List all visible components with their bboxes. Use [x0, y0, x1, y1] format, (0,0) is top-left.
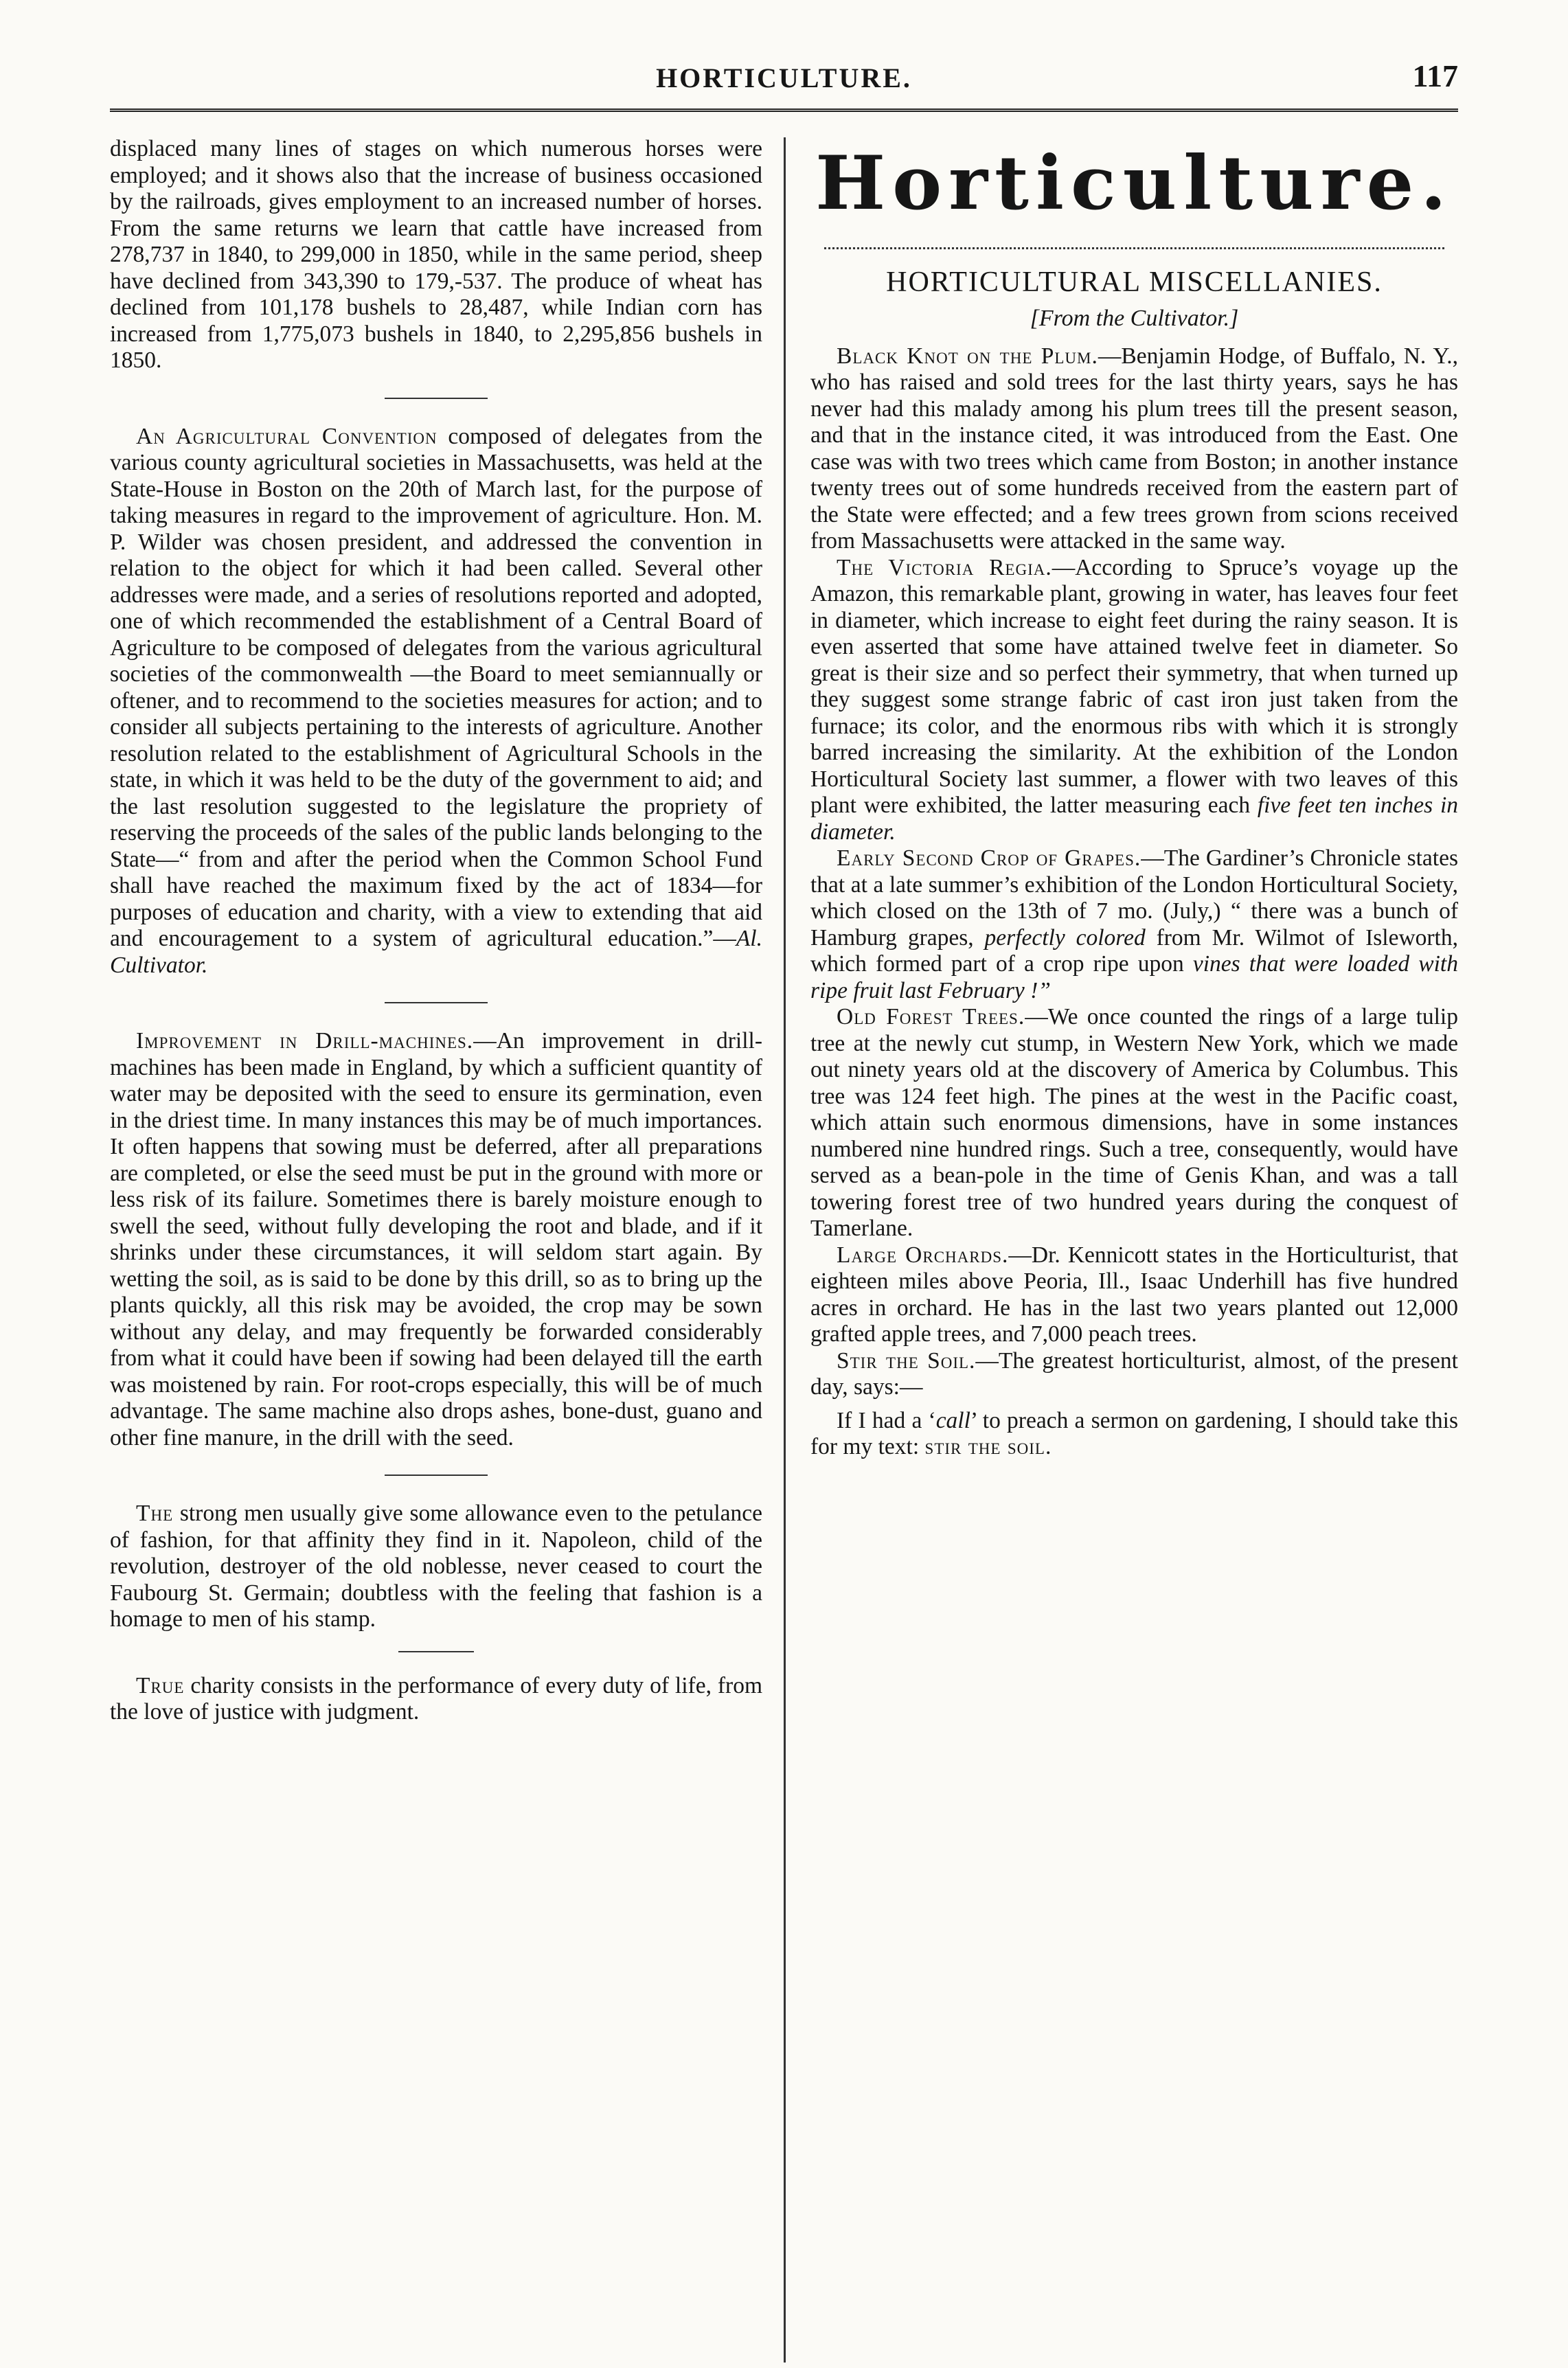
article-emphasis: vines that were loaded with ripe fruit last February !”	[810, 951, 1458, 1003]
article-body-cont: from Mr. Wilmot of Isleworth, which formed part of a crop ripe upon	[810, 924, 1458, 977]
article-body: —An improvement in drill-machines has been made in England, by which a sufficient quantity of water may be deposited with the seed to ensure its germination, even in the driest time. In many instances this may be of much importances. It often happens that sowing must be deferred, after all preparations are completed, or else the seed must be put in the ground with more or less risk of its failure. Sometimes there is barely moisture enough to swell the seed, without fully developing the root and blade, and if it shrinks under these circumstances, it will seldom start again. By wetting the soil, as is said to be done by this drill, so as to bring up the plants quickly, all this risk may be avoided, the crop may be sown without any delay, and may frequently be forwarded considerably from what it could have been if sowing had been delayed till the earth was moistened by rain. For root-crops especially, this will be of much advantage. The same machine also drops ashes, bone-dust, guano and other fine manure, in the drill with the seed.	[110, 1028, 762, 1450]
article-body: —Dr. Kennicott states in the Horticulturist, that eighteen miles above Peoria, Ill., Isaac Underhill has five hundred acres in orchard. He has in the last two years planted out 12,000 grafted apple trees, and 7,000 peach trees.	[810, 1242, 1458, 1347]
article-body: charity consists in the performance of every duty of life, from the love of justice with judgment.	[110, 1672, 762, 1724]
quote-text: ’ to preach a sermon on gardening, I should take this for my text:	[810, 1407, 1458, 1459]
article-lead: The	[136, 1501, 174, 1526]
article-lead: Early Second Crop of Grapes.	[837, 845, 1141, 871]
article-agricultural-convention	[110, 424, 762, 979]
article-black-knot	[810, 343, 1458, 555]
article-emphasis: five feet ten inches in diameter.	[810, 793, 1458, 845]
separator-rule	[385, 1002, 488, 1003]
article-body: —According to Spruce’s voyage up the Amazon, this remarkable plant, growing in water, has leaves four feet in diameter, which increase to eight feet during the rainy season. It is even asserted that some have attained twelve feet in diameter. So great is their size and so perfect their symmetry, that when turned up they suggest some strange fabric of cast iron just taken from the furnace; its color, and the enormous ribs with which it is strongly barred increasing the similarity. At the exhibition of the London Horticultural Society last summer, a flower with two leaves of this plant were exhibited, the latter measuring each	[810, 554, 1459, 818]
article-body: —The Gardiner’s Chronicle states that at a late summer’s exhibition of the London Horticultural Society, which closed on the 13th of 7 mo. (July,) “ there was a bunch of Hamburg grapes,	[810, 845, 1459, 950]
article-lead: Old Forest Trees.	[837, 1004, 1025, 1029]
article-stir-the-soil	[810, 1348, 1458, 1401]
article-drill-machines	[110, 1028, 762, 1451]
article-lead: Black Knot on the Plum.	[837, 343, 1098, 369]
continued-paragraph: displaced many lines of stages on which numerous horses were employed; and it shows also that the increase of business occasioned by the railroads, gives employment to an increased number of horses. From the same returns we learn that cattle have increased from 278,737 in 1840, to 299,000 in 1850, while in the same period, sheep have declined from 343,390 to 179,-537. The produce of wheat has declined from 101,178 bushels to 28,487, while Indian corn has increased from 1,775,073 bushels in 1840, to 2,295,856 bushels in 1850.	[110, 136, 762, 373]
page-number: 117	[1412, 58, 1458, 93]
article-body: —Benjamin Hodge, of Buffalo, N. Y., who has raised and sold trees for the last thirty years, says he has never had this malady among his plum trees till the present season, and that in the instance cited, it was introduced from the East. One case was with two trees which came from Boston; in another instance twenty trees out of some hundreds received from the eastern part of the State were effected; and a few trees grown from scions received from Massachusetts were attacked in the same way.	[810, 343, 1458, 554]
section-source: [From the Cultivator.]	[1030, 306, 1239, 331]
article-lead: Improvement in Drill-machines.	[136, 1028, 474, 1054]
article-emphasis: perfectly colored	[984, 924, 1146, 950]
article-stir-quote	[810, 1408, 1458, 1461]
article-strong-men	[110, 1501, 762, 1633]
ornamental-rule	[824, 238, 1444, 249]
running-head: HORTICULTURE.	[656, 62, 912, 93]
section-title: HORTICULTURAL MISCELLANIES.	[886, 266, 1383, 298]
article-body: strong men usually give some allowance even to the petulance of fashion, for that affinity they find in it. Napoleon, child of the revolution, destroyer of the old noblesse, never ceased to court the Faubourg St. Germain; doubtless with the feeling that fashion is a homage to men of his stamp.	[110, 1501, 762, 1632]
article-lead: The Victoria Regia.	[837, 554, 1052, 580]
article-lead: Stir the Soil.	[837, 1347, 976, 1374]
article-source: Al. Cultivator.	[110, 926, 762, 978]
article-lead: Large Orchards.	[837, 1242, 1009, 1268]
article-early-grapes	[810, 845, 1458, 1004]
section-masthead: Horticulture.	[815, 140, 1453, 227]
left-column	[110, 136, 762, 1726]
article-lead: True	[136, 1672, 185, 1698]
quote-emphasis: call	[935, 1407, 970, 1433]
article-victoria-regia	[810, 555, 1458, 846]
article-large-orchards	[810, 1242, 1458, 1348]
article-true-charity	[110, 1673, 762, 1726]
quote-smallcaps: stir the soil.	[924, 1434, 1052, 1459]
article-body: composed of delegates from the various county agricultural societies in Massachusetts, was held at the State-House in Boston on the 20th of March last, for the purpose of taking measures in regard to the improvement of agriculture. Hon. M. P. Wilder was chosen president, and addressed the convention in relation to the object for which it had been called. Several other addresses were made, and a series of resolutions reported and adopted, one of which recommended the establishment of a Central Board of Agriculture to be composed of delegates from the various agricultural societies of the commonwealth —the Board to meet semiannually or oftener, and to recommend to the societies measures for action; and to consider all subjects pertaining to the interests of agriculture. Another resolution related to the establishment of Agricultural Schools in the state, in which it was held to be the duty of the government to aid; and the last resolution suggested to the legislature the propriety of reserving the proceeds of the sales of the public lands belonging to the State—“ from and after the period when the Common School Fund shall have reached the maximum fixed by the act of 1834—for purposes of education and charity, with a view to extending that aid and encouragement to a system of agricultural education.”—	[110, 423, 762, 951]
column-divider	[784, 137, 786, 2363]
right-column	[810, 136, 1458, 1461]
article-old-forest-trees	[810, 1004, 1458, 1242]
article-lead: An Agricultural Convention	[136, 423, 438, 449]
separator-rule	[385, 398, 488, 399]
article-body: —We once counted the rings of a large tulip tree at the newly cut stump, in Western New York, which we made out ninety years old at the discovery of America by Columbus. This tree was 124 feet high. The pines at the west in the Pacific coast, which attain such enormous dimensions, have in some instances numbered nine hundred rings. Such a tree, consequently, would have served as a bean-pole in the time of Genis Khan, and was a tall towering forest tree of two hundred years during the conquest of Tamerlane.	[810, 1004, 1458, 1241]
separator-rule	[385, 1475, 488, 1476]
separator-rule	[398, 1651, 474, 1652]
quote-text: If I had a ‘	[837, 1407, 936, 1433]
header-rule	[110, 109, 1458, 116]
article-body: —The greatest horticulturist, almost, of the present day, says:—	[810, 1347, 1458, 1400]
